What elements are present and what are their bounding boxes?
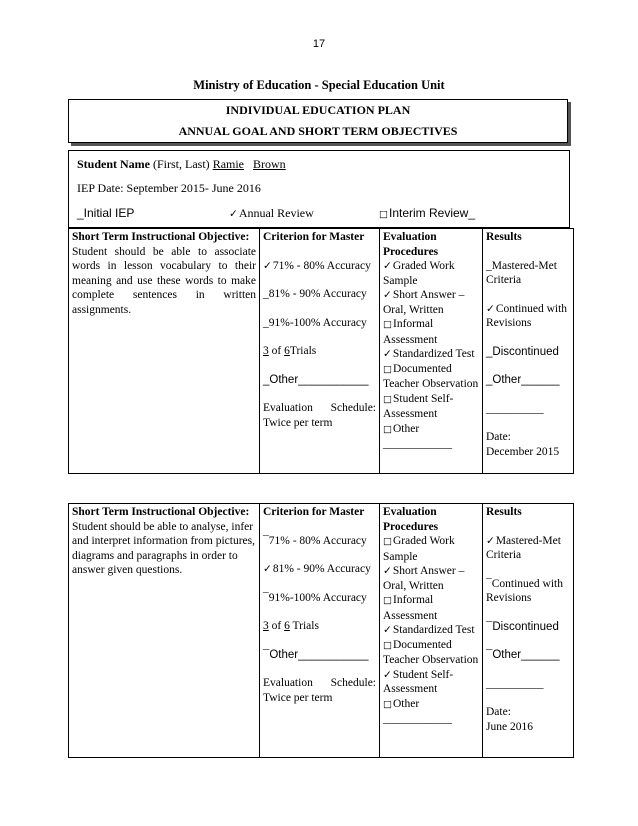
- table-row: [69, 504, 574, 758]
- trials: [263, 619, 376, 634]
- student-last-name: Brown: [253, 157, 286, 171]
- trials-total: 6: [284, 345, 290, 357]
- criterion-91-100[interactable]: ¯91%-100% Accuracy: [263, 591, 367, 604]
- interim-review-option[interactable]: □ Interim Review_: [379, 206, 475, 220]
- eval-line: ____________: [383, 438, 452, 450]
- results-heading: Results: [486, 231, 522, 243]
- results-cell: [483, 504, 574, 758]
- objective-heading: Short Term Instructional Objective:: [72, 231, 250, 243]
- results-heading: Results: [486, 506, 522, 518]
- eval-short-answer[interactable]: ✓ Short Answer – Oral, Written: [383, 288, 479, 317]
- criterion-81-90[interactable]: ✓ 81% - 90% Accuracy: [263, 562, 376, 577]
- criterion-71-80[interactable]: ¯71% - 80% Accuracy: [263, 534, 367, 547]
- plan-subtitle: ANNUAL GOAL AND SHORT TERM OBJECTIVES: [178, 124, 458, 138]
- objective-cell: [69, 229, 260, 474]
- criterion-71-80[interactable]: ✓ 71% - 80% Accuracy: [263, 259, 376, 274]
- ministry-heading: Ministry of Education - Special Education Unit: [193, 78, 445, 92]
- result-continued[interactable]: ¯Continued with Revisions: [486, 577, 563, 604]
- result-date-label: Date:: [486, 706, 511, 718]
- eval-other[interactable]: □ Other: [383, 697, 479, 713]
- objective-table-2: [68, 503, 574, 758]
- criterion-other[interactable]: _Other___________: [263, 373, 369, 386]
- objective-cell: [69, 504, 260, 758]
- eval-short-answer[interactable]: ✓ Short Answer –Oral, Written: [383, 564, 479, 593]
- criterion-81-90[interactable]: _81% - 90% Accuracy: [263, 288, 367, 300]
- result-other[interactable]: _Other______: [486, 374, 560, 386]
- criterion-heading: Criterion for Master: [263, 506, 365, 518]
- initial-iep-option[interactable]: _Initial IEP: [77, 206, 135, 220]
- student-name-hint: (First, Last): [153, 157, 210, 171]
- eval-self-assessment[interactable]: ✓ Student Self-Assessment: [383, 668, 479, 697]
- eval-other[interactable]: □ Other: [383, 422, 479, 438]
- result-mastered[interactable]: _Mastered-Met Criteria: [486, 259, 557, 286]
- criterion-cell: [260, 504, 380, 758]
- objective-text: Student should be able to analyse, infer and interpret information from pictures, diagrams and paragraphs in order to answer given questions.: [72, 520, 255, 576]
- page-number: 17: [312, 38, 326, 50]
- result-discontinued[interactable]: _Discontinued: [486, 345, 559, 358]
- result-mastered[interactable]: ✓ Mastered-Met Criteria: [486, 534, 570, 563]
- result-line: __________: [486, 402, 544, 415]
- result-line: __________: [486, 677, 544, 690]
- student-name-label: Student Name: [77, 157, 151, 171]
- trials-total: 6: [284, 620, 290, 632]
- result-date: December 2015: [486, 445, 560, 458]
- evaluation-schedule: Evaluation Schedule: Twice per term: [263, 402, 376, 429]
- criterion-cell: [260, 229, 380, 474]
- result-date: June 2016: [486, 720, 533, 733]
- result-date-label: Date:: [486, 431, 511, 443]
- eval-documented[interactable]: □ Documented Teacher Observation: [383, 638, 479, 668]
- trials: [263, 344, 376, 359]
- trials-label: Trials: [289, 345, 317, 357]
- evaluation-heading: Evaluation Procedures: [383, 231, 439, 258]
- objective-table-1: [68, 228, 574, 474]
- eval-documented[interactable]: □ Documented Teacher Observation: [383, 362, 479, 392]
- criterion-91-100[interactable]: _91%-100% Accuracy: [263, 316, 367, 329]
- result-continued[interactable]: ✓ Continued with Revisions: [486, 302, 570, 331]
- trials-count: 3: [263, 620, 269, 632]
- evaluation-schedule: Evaluation Schedule: Twice per term: [263, 677, 376, 704]
- evaluation-heading: Evaluation Procedures: [383, 506, 439, 533]
- trials-of: of: [271, 620, 282, 632]
- table-row: [69, 229, 574, 474]
- result-discontinued[interactable]: ¯Discontinued: [486, 620, 559, 633]
- annual-review-option[interactable]: ✓ Annual Review: [229, 206, 314, 221]
- student-first-name: Ramie: [212, 157, 245, 171]
- iep-date: IEP Date: September 2015- June 2016: [77, 181, 261, 195]
- objective-text: Student should be able to associate words in lesson vocabulary to their meaning and use these words to make complete sentences in written assignments.: [72, 245, 256, 316]
- criterion-other[interactable]: ¯Other___________: [263, 648, 369, 661]
- evaluation-cell: [380, 504, 483, 758]
- eval-standardized[interactable]: ✓ Standardized Test: [383, 623, 479, 638]
- trials-label: Trials: [292, 620, 319, 632]
- eval-line: ____________: [383, 713, 452, 725]
- eval-self-assessment[interactable]: □ Student Self-Assessment: [383, 392, 479, 422]
- objective-heading: Short Term Instructional Objective:: [72, 506, 250, 518]
- plan-title-box: [68, 99, 568, 143]
- eval-graded-work[interactable]: □ Graded Work Sample: [383, 534, 479, 564]
- trials-of: of: [271, 345, 282, 357]
- eval-graded-work[interactable]: ✓ Graded Work Sample: [383, 259, 479, 288]
- student-info-box: [68, 150, 570, 228]
- results-cell: [483, 229, 574, 474]
- evaluation-cell: [380, 229, 483, 474]
- eval-informal[interactable]: □ Informal Assessment: [383, 317, 479, 347]
- trials-count: 3: [263, 345, 269, 357]
- criterion-heading: Criterion for Master: [263, 231, 365, 243]
- plan-title: INDIVIDUAL EDUCATION PLAN: [225, 103, 411, 117]
- eval-standardized[interactable]: ✓ Standardized Test: [383, 347, 479, 362]
- result-other[interactable]: ¯Other______: [486, 649, 560, 661]
- student-name-row: [77, 157, 286, 172]
- eval-informal[interactable]: □ Informal Assessment: [383, 593, 479, 623]
